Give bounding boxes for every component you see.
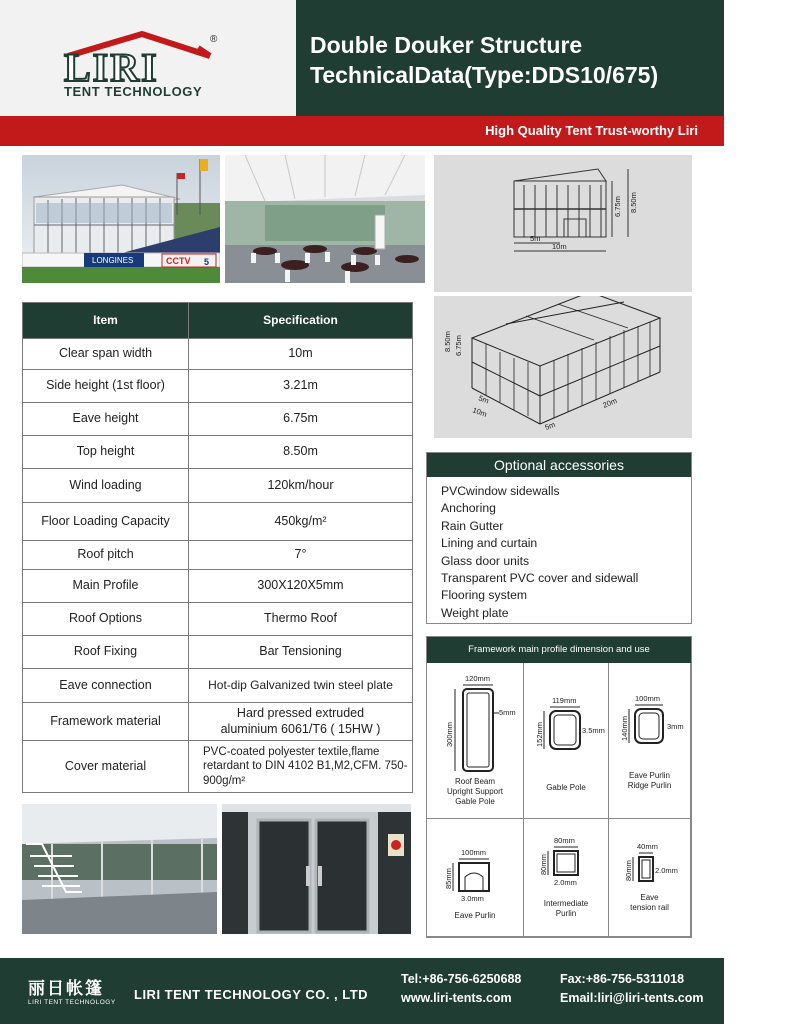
- profile-caption: Eave Purlin Ridge Purlin: [627, 771, 672, 790]
- page-title-line2: TechnicalData(Type:DDS10/675): [310, 62, 659, 88]
- iso-dim-5m-a: 5m: [477, 393, 491, 406]
- table-row: [23, 703, 413, 741]
- elev-dim-8.50m: 8.50m: [629, 192, 638, 213]
- profile-caption: Roof Beam Upright Support Gable Pole: [446, 777, 504, 806]
- spec-table-header: [23, 303, 413, 339]
- profile-caption: Eave tension rail: [630, 893, 669, 912]
- spec-value: 7°: [189, 541, 413, 570]
- list-item: Weight plate: [441, 605, 509, 620]
- logo-registered-mark: ®: [210, 34, 218, 45]
- spec-header-specification: Specification: [189, 303, 413, 339]
- spec-value: Thermo Roof: [189, 603, 413, 636]
- profile-cell-eave-ridge-purlin: [609, 663, 691, 819]
- page-title-line1: Double Douker Structure: [310, 32, 583, 58]
- iso-dim-20m: 20m: [601, 396, 619, 410]
- svg-text:3.0mm: 3.0mm: [461, 894, 484, 903]
- svg-text:80mm: 80mm: [554, 836, 575, 845]
- table-row: [23, 669, 413, 703]
- spec-item: Side height (1st floor): [23, 370, 189, 403]
- spec-item: Framework material: [23, 703, 189, 741]
- profile-eave-tension-rail-icon: [609, 819, 691, 937]
- logo-wordmark: LIRI: [64, 45, 159, 90]
- table-row: [23, 603, 413, 636]
- spec-value: 3.21m: [189, 370, 413, 403]
- svg-text:2.0mm: 2.0mm: [655, 866, 678, 875]
- svg-text:40mm: 40mm: [637, 842, 658, 851]
- logo-subtitle: TENT TECHNOLOGY: [64, 84, 203, 99]
- accessories-panel: [426, 452, 692, 624]
- elev-dim-10m: 10m: [552, 242, 567, 251]
- banner-cctv: CCTV: [166, 256, 191, 266]
- profile-eave-ridge-purlin-icon: [609, 663, 691, 819]
- framework-grid: [427, 663, 691, 937]
- svg-text:5mm: 5mm: [499, 708, 516, 717]
- svg-text:80mm: 80mm: [539, 854, 548, 875]
- photo-tent-staircase: [22, 804, 217, 934]
- profile-cell-gable-pole: [524, 663, 609, 819]
- spec-header-item: Item: [23, 303, 189, 339]
- table-row: [23, 469, 413, 503]
- list-item: Anchoring: [441, 501, 496, 516]
- profile-caption: Eave Purlin: [454, 911, 496, 920]
- profile-cell-eave-purlin: [427, 819, 524, 937]
- photo-tent-interior: [225, 155, 425, 283]
- spec-item: Roof Fixing: [23, 636, 189, 669]
- spec-value: 450kg/m²: [189, 503, 413, 541]
- spec-item: Roof pitch: [23, 541, 189, 570]
- list-item: Lining and curtain: [441, 536, 538, 551]
- spec-value: Hard pressed extruded aluminium 6061/T6 ( 15HW ): [189, 703, 413, 741]
- spec-value: Hot-dip Galvanized twin steel plate: [189, 669, 413, 703]
- list-item: Transparent PVC cover and sidewall: [441, 571, 639, 586]
- elev-dim-5m: 5m: [530, 234, 541, 243]
- spec-item: Floor Loading Capacity: [23, 503, 189, 541]
- profile-intermediate-purlin-icon: [524, 819, 609, 937]
- spec-item: Cover material: [23, 741, 189, 793]
- footer-email: Email:liri@liri-tents.com: [560, 991, 704, 1005]
- iso-dim-5m-b: 5m: [543, 419, 557, 432]
- spec-table: [22, 302, 413, 793]
- profile-cell-roof-beam: [427, 663, 524, 819]
- table-row: [23, 436, 413, 469]
- profile-gable-pole-icon: [524, 663, 609, 819]
- spec-value: 6.75m: [189, 403, 413, 436]
- spec-value: 10m: [189, 339, 413, 370]
- accessories-title: Optional accessories: [427, 453, 691, 477]
- tagline: High Quality Tent Trust-worthy Liri: [485, 123, 698, 138]
- profile-cell-eave-tension-rail: [609, 819, 691, 937]
- profile-caption: Intermediate Purlin: [543, 899, 589, 918]
- footer-logo-chinese: 丽日帐篷: [28, 979, 104, 998]
- svg-text:2.0mm: 2.0mm: [554, 878, 577, 887]
- table-row: [23, 339, 413, 370]
- spec-item: Top height: [23, 436, 189, 469]
- svg-text:3.5mm: 3.5mm: [582, 726, 605, 735]
- drawing-isometric: [434, 296, 692, 438]
- list-item: PVCwindow sidewalls: [441, 484, 560, 498]
- profile-caption: Gable Pole: [546, 783, 586, 792]
- svg-text:300mm: 300mm: [445, 721, 454, 747]
- iso-dim-8.50m: 8.50m: [443, 331, 452, 352]
- banner-longines: LONGINES: [92, 256, 134, 265]
- footer-tel: Tel:+86-756-6250688: [401, 972, 522, 986]
- spec-item: Eave height: [23, 403, 189, 436]
- list-item: Flooring system: [441, 588, 528, 603]
- spec-item: Eave connection: [23, 669, 189, 703]
- photo-tent-exterior: [22, 155, 220, 283]
- svg-text:80mm: 80mm: [624, 860, 633, 881]
- table-row: [23, 570, 413, 603]
- list-item: Glass door units: [441, 553, 530, 568]
- spec-item: Clear span width: [23, 339, 189, 370]
- footer-company-name: LIRI TENT TECHNOLOGY CO. , LTD: [134, 987, 369, 1002]
- spec-value: PVC-coated polyester textile,flame retardant to DIN 4102 B1,M2,CFM. 750-900g/m²: [189, 741, 413, 793]
- profile-cell-intermediate-purlin: [524, 819, 609, 937]
- logo-area: [0, 0, 296, 116]
- iso-dim-6.75m: 6.75m: [454, 335, 463, 356]
- spec-value: 300X120X5mm: [189, 570, 413, 603]
- framework-panel: [426, 636, 692, 938]
- footer-fax: Fax:+86-756-5311018: [560, 972, 685, 986]
- svg-text:3mm: 3mm: [667, 722, 684, 731]
- footer-website: www.liri-tents.com: [401, 991, 512, 1005]
- spec-item: Wind loading: [23, 469, 189, 503]
- spec-value: 120km/hour: [189, 469, 413, 503]
- svg-text:152mm: 152mm: [535, 721, 544, 747]
- svg-text:119mm: 119mm: [552, 696, 577, 705]
- iso-dim-10m: 10m: [471, 405, 489, 419]
- photo-glass-door: [222, 804, 411, 934]
- spec-value: 8.50m: [189, 436, 413, 469]
- list-item: Rain Gutter: [441, 518, 504, 533]
- elev-dim-6.75m: 6.75m: [613, 196, 622, 217]
- spec-value: Bar Tensioning: [189, 636, 413, 669]
- table-row: [23, 741, 413, 793]
- footer: [0, 958, 724, 1024]
- spec-item: Main Profile: [23, 570, 189, 603]
- title-panel: [296, 0, 724, 116]
- drawing-elevation: [434, 155, 692, 292]
- accessories-list: [427, 477, 691, 622]
- banner-cctv-number: 5: [204, 257, 210, 267]
- table-row: [23, 370, 413, 403]
- table-row: [23, 403, 413, 436]
- table-row: [23, 636, 413, 669]
- footer-logo-english: LIRI TENT TECHNOLOGY: [28, 999, 116, 1006]
- svg-text:85mm: 85mm: [444, 868, 453, 889]
- svg-text:100mm: 100mm: [461, 848, 487, 857]
- svg-text:100mm: 100mm: [635, 694, 661, 703]
- svg-text:120mm: 120mm: [465, 674, 491, 683]
- spec-item: Roof Options: [23, 603, 189, 636]
- tagline-bar: [0, 116, 724, 146]
- svg-text:140mm: 140mm: [620, 715, 629, 741]
- table-row: [23, 503, 413, 541]
- framework-title: Framework main profile dimension and use: [427, 637, 691, 663]
- table-row: [23, 541, 413, 570]
